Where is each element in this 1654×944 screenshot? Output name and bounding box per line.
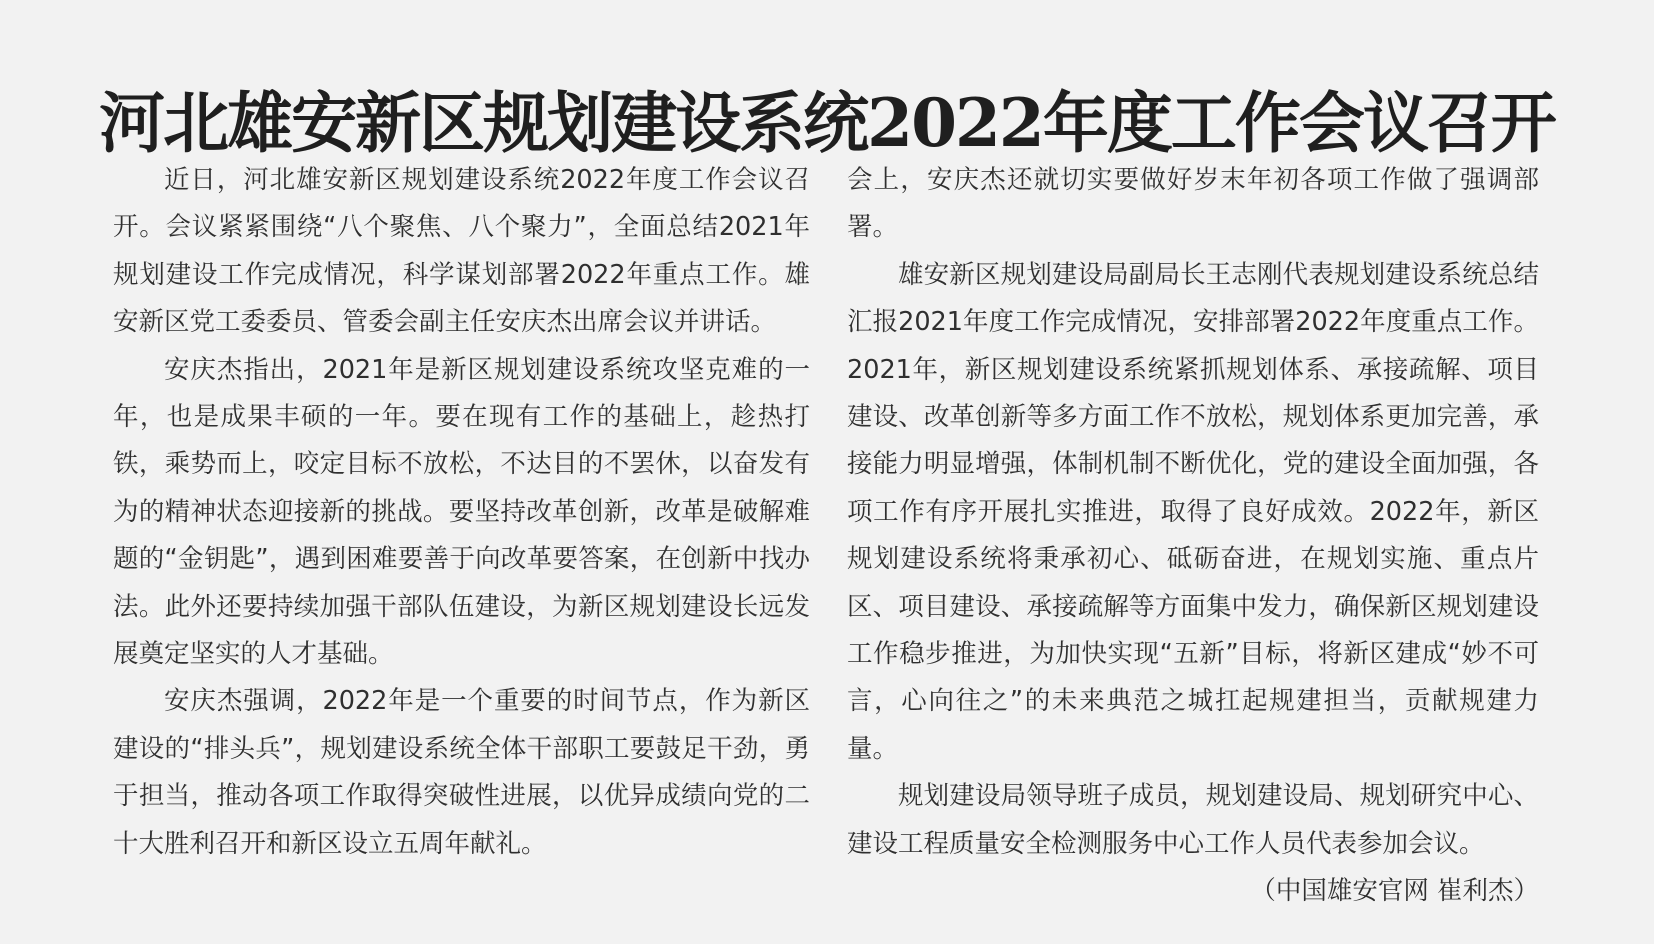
article-title: 河北雄安新区规划建设系统2022年度工作会议召开 — [99, 84, 1555, 163]
article-paragraph-last — [847, 773, 1539, 907]
article-paragraph: 雄安新区规划建设局副局长王志刚代表规划建设系统总结汇报2021年度工作完成情况，安排部署2022年度重点工作。2021年，新区规划建设系统紧抓规划体系、承接疏解、项目建设、改革创新等多方面工作不放松，规划体系更加完善，承接能力明显增强，体制机制不断优化，党的建设全面加强，各项工作有序开展扎实推进，取得了良好成效。2022年，新区规划建设系统将秉承初心、砥砺奋进，在规划实施、重点片区、项目建设、承接疏解等方面集中发力，确保新区规划建设工作稳步推进，为加快实现“五新”目标，将新区建成“妙不可言，心向往之”的未来典范之城扛起规建担当，贡献规建力量。 — [847, 259, 1539, 764]
article-left-column — [113, 157, 810, 868]
article-paragraph: 安庆杰强调，2022年是一个重要的时间节点，作为新区建设的“排头兵”，规划建设系统全体干部职工要鼓足干劲，勇于担当，推动各项工作取得突破性进展，以优异成绩向党的二十大胜利召开和新区设立五周年献礼。 — [113, 686, 810, 859]
article-paragraph-text: 规划建设局领导班子成员，规划建设局、规划研究中心、建设工程质量安全检测服务中心工作人员代表参加会议。 — [847, 781, 1539, 859]
article-paragraph-continuation: 会上，安庆杰还就切实要做好岁末年初各项工作做了强调部署。 — [847, 165, 1539, 243]
article-right-column — [847, 157, 1539, 916]
article-paragraph: 安庆杰指出，2021年是新区规划建设系统攻坚克难的一年，也是成果丰硕的一年。要在现有工作的基础上，趁热打铁，乘势而上，咬定目标不放松，不达目的不罢休，以奋发有为的精神状态迎接新的挑战。要坚持改革创新，改革是破解难题的“金钥匙”，遇到困难要善于向改革要答案，在创新中找办法。此外还要持续加强干部队伍建设，为新区规划建设长远发展奠定坚实的人才基础。 — [113, 354, 810, 670]
article-paragraph: 近日，河北雄安新区规划建设系统2022年度工作会议召开。会议紧紧围绕“八个聚焦、八个聚力”，全面总结2021年规划建设工作完成情况，科学谋划部署2022年重点工作。雄安新区党工委委员、管委会副主任安庆杰出席会议并讲话。 — [113, 165, 810, 338]
article-byline: （中国雄安官网 崔利杰） — [1250, 876, 1539, 907]
